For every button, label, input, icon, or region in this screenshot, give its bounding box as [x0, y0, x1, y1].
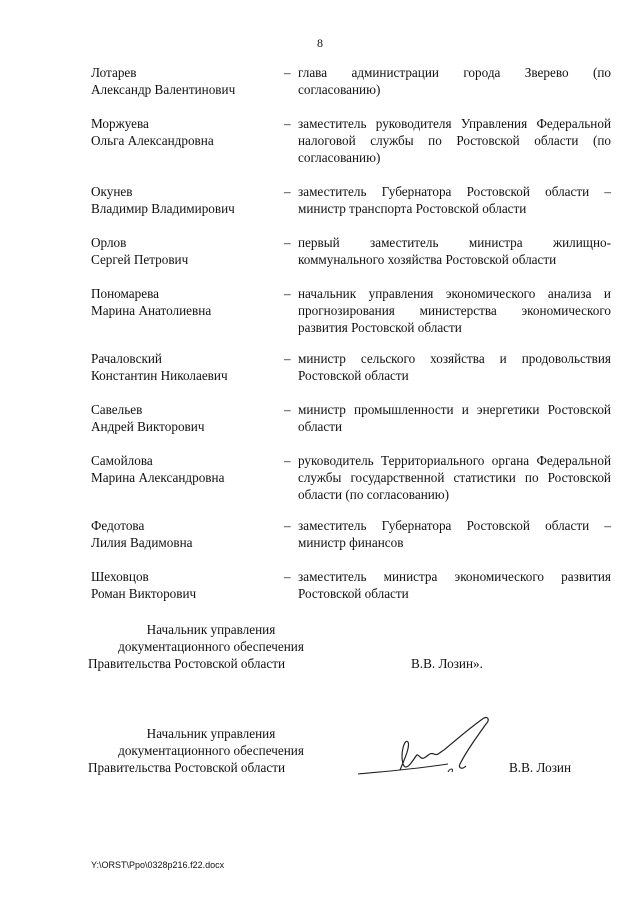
member-name [91, 350, 284, 384]
signatory-name-2: В.В. Лозин [509, 760, 572, 775]
member-role: заместитель министра экономического развития Ростовской области [298, 569, 611, 601]
member-name [91, 115, 284, 166]
member-surname: Федотова [91, 518, 145, 533]
member-role: министр сельского хозяйства и продовольствия Ростовской области [298, 351, 611, 383]
signature-title-line: документационного обеспечения [118, 743, 304, 758]
member-surname: Окунев [91, 184, 133, 199]
dash-separator: – [284, 351, 291, 366]
dash-separator: – [284, 453, 291, 468]
member-row [91, 234, 611, 268]
member-surname: Шеховцов [91, 569, 149, 584]
member-role: заместитель руководителя Управления Федеральной налоговой службы по Ростовской области (по согласованию) [298, 116, 611, 165]
dash-separator: – [284, 65, 291, 80]
member-name [91, 452, 284, 503]
dash-separator: – [284, 518, 291, 533]
member-name [91, 64, 284, 98]
member-name [91, 568, 284, 602]
member-name [91, 183, 284, 217]
member-surname: Савельев [91, 402, 143, 417]
signature-title-2 [88, 725, 331, 776]
member-given-name: Андрей Викторович [91, 419, 205, 434]
member-role: руководитель Территориального органа Федеральной службы государственной статистики по Ростовской области (по согласованию) [298, 453, 611, 502]
member-given-name: Роман Викторович [91, 586, 197, 601]
signature-title-line: документационного обеспечения [118, 639, 304, 654]
dash-separator: – [284, 402, 291, 417]
signature-title-line: Начальник управления [146, 726, 276, 741]
member-surname: Самойлова [91, 453, 153, 468]
signature-title-line: Правительства Ростовской области [88, 760, 286, 775]
member-surname: Орлов [91, 235, 127, 250]
member-name [91, 285, 284, 336]
member-row [91, 350, 611, 384]
dash-separator: – [284, 569, 291, 584]
signature-block-2 [88, 725, 572, 776]
page-number: 8 [317, 36, 323, 50]
member-name [91, 401, 284, 435]
signature-title-line: Правительства Ростовской области [88, 656, 286, 671]
member-row [91, 115, 611, 166]
member-given-name: Сергей Петрович [91, 252, 189, 267]
member-given-name: Ольга Александровна [91, 133, 214, 148]
member-given-name: Александр Валентинович [91, 82, 236, 97]
member-role: заместитель Губернатора Ростовской области – министр финансов [298, 518, 611, 550]
member-name [91, 517, 284, 551]
footer-file-path: Y:\ORST\Ppo\0328p216.f22.docx [91, 860, 225, 870]
member-surname: Пономарева [91, 286, 159, 301]
signature-block-1 [88, 621, 483, 672]
member-given-name: Константин Николаевич [91, 368, 228, 383]
dash-separator: – [284, 286, 291, 301]
dash-separator: – [284, 116, 291, 131]
member-row [91, 568, 611, 602]
member-surname: Лотарев [91, 65, 137, 80]
member-row [91, 452, 611, 503]
member-role: глава администрации города Зверево (по согласованию) [298, 65, 611, 97]
member-role: начальник управления экономического анализа и прогнозирования министерства экономического развития Ростовской области [298, 286, 611, 335]
member-name [91, 234, 284, 268]
handwritten-signature [348, 712, 498, 784]
member-surname: Моржуева [91, 116, 149, 131]
member-surname: Рачаловский [91, 351, 162, 366]
signatory-name-1: В.В. Лозин». [411, 656, 483, 671]
member-row [91, 401, 611, 435]
member-role: заместитель Губернатора Ростовской области – министр транспорта Ростовской области [298, 184, 611, 216]
member-given-name: Владимир Владимирович [91, 201, 235, 216]
member-row [91, 64, 611, 98]
member-list [91, 64, 611, 619]
member-given-name: Марина Александровна [91, 470, 225, 485]
dash-separator: – [284, 235, 291, 250]
member-role: министр промышленности и энергетики Ростовской области [298, 402, 611, 434]
member-given-name: Лилия Вадимовна [91, 535, 193, 550]
member-row [91, 517, 611, 551]
signature-title-1 [88, 621, 331, 672]
dash-separator: – [284, 184, 291, 199]
member-row [91, 285, 611, 336]
member-given-name: Марина Анатолиевна [91, 303, 212, 318]
signature-title-line: Начальник управления [146, 622, 276, 637]
member-role: первый заместитель министра жилищно-коммунального хозяйства Ростовской области [298, 235, 611, 267]
member-row [91, 183, 611, 217]
